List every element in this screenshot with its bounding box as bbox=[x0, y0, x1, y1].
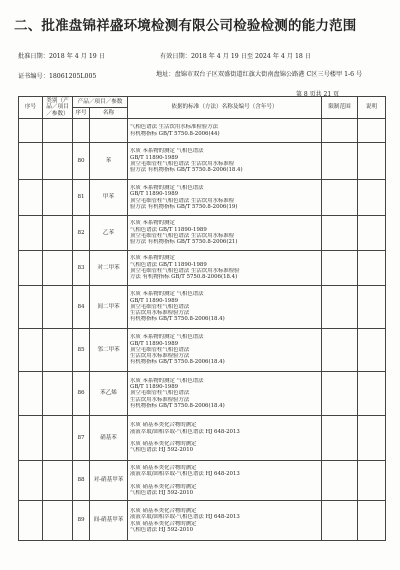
header-name: 名称 bbox=[90, 108, 128, 119]
parameter-name: 硝基苯 bbox=[90, 416, 128, 461]
note-cell bbox=[358, 416, 386, 461]
limit-cell bbox=[322, 329, 358, 372]
category-cell bbox=[43, 461, 73, 501]
page-title: 二、批准盘锦祥盛环境检测有限公司检验检测的能力范围 bbox=[14, 18, 357, 34]
parameter-name: 对-硝基甲苯 bbox=[90, 461, 128, 501]
seq-cell bbox=[19, 329, 43, 372]
standard-cell bbox=[128, 461, 322, 501]
standard-line: 有机物指标 GB/T 5750.8-2006(18.4) bbox=[130, 316, 225, 323]
standard-line: 水质 苯系物的测定 气相色谱法 bbox=[130, 377, 204, 384]
row-number: 85 bbox=[73, 329, 90, 372]
limit-cell bbox=[322, 461, 358, 501]
standard-line: 液液萃取/固相萃取-气相色谱法 HJ 648-2013 bbox=[130, 514, 240, 521]
seq-cell bbox=[19, 143, 43, 180]
note-cell bbox=[358, 501, 386, 541]
seq-cell bbox=[19, 416, 43, 461]
note-cell bbox=[358, 372, 386, 416]
header-sub-seq: 序号 bbox=[73, 108, 90, 119]
standard-cell bbox=[128, 251, 322, 286]
standard-line: 水质 苯系物的测定 气相色谱法 bbox=[130, 184, 204, 191]
standard-cell bbox=[128, 416, 322, 461]
table-row bbox=[19, 180, 386, 216]
row-number: 81 bbox=[73, 180, 90, 216]
limit-cell bbox=[322, 372, 358, 416]
header-standard: 依据的标准（方法）名称及编号（含年号） bbox=[128, 97, 322, 119]
standard-line: 顶空毛细管柱气相色谱法 bbox=[130, 346, 190, 353]
table-row bbox=[19, 143, 386, 180]
category-cell bbox=[43, 286, 73, 329]
seq-cell bbox=[19, 251, 43, 286]
table-row bbox=[19, 119, 386, 143]
table-row bbox=[19, 286, 386, 329]
standard-cell bbox=[128, 501, 322, 541]
standard-line: 液液萃取/固相萃取-气相色谱法 HJ 648-2013 bbox=[130, 428, 240, 435]
header-seq: 序号 bbox=[19, 97, 43, 119]
category-cell bbox=[43, 251, 73, 286]
standard-line: 顶空毛细管柱气相色谱法 bbox=[130, 390, 190, 397]
row-number: 80 bbox=[73, 143, 90, 180]
standard-line: GB/T 11890-1989 bbox=[130, 340, 179, 347]
table-row bbox=[19, 251, 386, 286]
category-cell bbox=[43, 180, 73, 216]
standard-line: 水质 苯系物的测定 气相色谱法 bbox=[130, 148, 204, 155]
parameter-name: 苯乙烯 bbox=[90, 372, 128, 416]
category-cell bbox=[43, 216, 73, 251]
row-number: 87 bbox=[73, 416, 90, 461]
page-number: 第 8 页共 21 页 bbox=[296, 91, 340, 98]
category-cell bbox=[43, 119, 73, 143]
seq-cell bbox=[19, 216, 43, 251]
category-cell bbox=[43, 501, 73, 541]
row-number: 86 bbox=[73, 372, 90, 416]
parameter-name bbox=[90, 119, 128, 143]
standard-line: 气相色谱法 GB/T 11890-1989 bbox=[130, 261, 207, 268]
row-number: 83 bbox=[73, 251, 90, 286]
standard-line: 验方法 有机物指标 GB/T 5750.8-2006(18.4) bbox=[130, 167, 243, 174]
standard-line: 顶空毛细管柱气相色谱法 生活饮用水标准检 bbox=[130, 233, 235, 239]
standard-line: 气相色谱法 生活饮用水标准检验方法 bbox=[130, 124, 218, 131]
note-cell bbox=[358, 286, 386, 329]
parameter-name: 乙苯 bbox=[90, 216, 128, 251]
standard-line: 有机物指标 GB/T 5750.8-2006(44) bbox=[130, 130, 220, 137]
standard-line: 有机物指标 GB/T 5750.8-2006(18.4) bbox=[130, 402, 225, 409]
standard-line: GB/T 11890-1989 bbox=[130, 191, 179, 198]
row-number: 84 bbox=[73, 286, 90, 329]
standard-line: 水质 硝基苯类化合物的测定 bbox=[130, 464, 197, 471]
standard-line: 有机物指标 GB/T 5750.8-2006(18.4) bbox=[130, 359, 225, 366]
standard-line: 生活饮用水标准检验方法 bbox=[130, 310, 190, 317]
note-cell bbox=[358, 180, 386, 216]
standard-line: 顶空毛细管柱气相色谱法 生活饮用水标准检验 bbox=[130, 268, 240, 274]
limit-cell bbox=[322, 180, 358, 216]
table-row bbox=[19, 372, 386, 416]
approval-date: 批准日期：2018 年 4 月 19 日 bbox=[18, 53, 105, 60]
validity-date: 有效日期：2018 年 4 月 19 日至 2024 年 4 月 18 日 bbox=[160, 53, 311, 60]
header-note: 说明 bbox=[358, 97, 386, 119]
limit-cell bbox=[322, 119, 358, 143]
address: 地址：盘锦市双台子区双盛街道红旗大街南盘锦公路港 C区三号楼甲 1-6 号 bbox=[156, 71, 363, 78]
parameter-name: 间-硝基甲苯 bbox=[90, 501, 128, 541]
certificate-number: 证书编号：18061205L005 bbox=[18, 73, 97, 80]
table-row bbox=[19, 416, 386, 461]
header-product-param: 产品／项目／参数 bbox=[73, 97, 128, 108]
standard-line: 水质 苯系物的测定 bbox=[130, 255, 175, 262]
parameter-name: 邻二甲苯 bbox=[90, 329, 128, 372]
header-category: 类别（产品／项目／参数） bbox=[43, 97, 73, 119]
seq-cell bbox=[19, 461, 43, 501]
standard-line: 生活饮用水标准检验方法 bbox=[130, 396, 190, 403]
standard-line: 液液萃取/固相萃取-气相色谱法 HJ 648-2013 bbox=[130, 471, 240, 478]
standard-line: 水质 硝基苯类化合物的测定 bbox=[130, 422, 197, 429]
standard-cell bbox=[128, 180, 322, 216]
note-cell bbox=[358, 216, 386, 251]
standard-line: 气相色谱法 HJ 592-2010 bbox=[130, 526, 194, 533]
category-cell bbox=[43, 329, 73, 372]
limit-cell bbox=[322, 501, 358, 541]
standard-line: GB/T 11890-1989 bbox=[130, 384, 179, 391]
seq-cell bbox=[19, 501, 43, 541]
parameter-name: 对二甲苯 bbox=[90, 251, 128, 286]
table-row bbox=[19, 216, 386, 251]
table-row bbox=[19, 329, 386, 372]
standard-line: 气相色谱法 GB/T 11890-1989 bbox=[130, 226, 207, 233]
limit-cell bbox=[322, 251, 358, 286]
standard-line: 水质 硝基苯类化合物的测定 bbox=[130, 441, 197, 448]
seq-cell bbox=[19, 286, 43, 329]
standard-line: 验方法 有机物指标 GB/T 5750.8-2006(19) bbox=[130, 203, 238, 210]
standard-line: 顶空毛细管柱气相色谱法 生活饮用水标准检 bbox=[130, 197, 235, 204]
row-number bbox=[73, 119, 90, 143]
category-cell bbox=[43, 372, 73, 416]
seq-cell bbox=[19, 119, 43, 143]
capability-table bbox=[18, 96, 386, 541]
standard-line: 气相色谱法 HJ 592-2010 bbox=[130, 447, 194, 454]
standard-line: 水质 硝基苯类化合物的测定 bbox=[130, 507, 197, 514]
standard-line: 方法 有机物指标 GB/T 5750.8-2006(18.4) bbox=[130, 274, 238, 281]
note-cell bbox=[358, 461, 386, 501]
standard-cell bbox=[128, 372, 322, 416]
standard-cell bbox=[128, 119, 322, 143]
standard-line: GB/T 11890-1989 bbox=[130, 297, 179, 304]
standard-line: 顶空毛细管柱气相色谱法 生活饮用水标准检 bbox=[130, 161, 235, 167]
row-number: 88 bbox=[73, 461, 90, 501]
row-number: 82 bbox=[73, 216, 90, 251]
standard-cell bbox=[128, 216, 322, 251]
note-cell bbox=[358, 119, 386, 143]
standard-line: 水质 硝基苯类化合物的测定 bbox=[130, 520, 197, 527]
parameter-name: 间二甲苯 bbox=[90, 286, 128, 329]
standard-line: 水质 硝基苯类化合物的测定 bbox=[130, 483, 197, 490]
category-cell bbox=[43, 416, 73, 461]
standard-cell bbox=[128, 329, 322, 372]
limit-cell bbox=[322, 143, 358, 180]
standard-line: 顶空毛细管柱气相色谱法 bbox=[130, 303, 190, 310]
limit-cell bbox=[322, 216, 358, 251]
standard-line: 生活饮用水标准检验方法 bbox=[130, 353, 190, 360]
table-row bbox=[19, 501, 386, 541]
standard-line: GB/T 11890-1989 bbox=[130, 154, 179, 161]
parameter-name: 甲苯 bbox=[90, 180, 128, 216]
seq-cell bbox=[19, 180, 43, 216]
standard-line: 水质 苯系物的测定 气相色谱法 bbox=[130, 334, 204, 341]
parameter-name: 苯 bbox=[90, 143, 128, 180]
table-row bbox=[19, 461, 386, 501]
standard-cell bbox=[128, 143, 322, 180]
note-cell bbox=[358, 251, 386, 286]
limit-cell bbox=[322, 286, 358, 329]
note-cell bbox=[358, 143, 386, 180]
row-number: 89 bbox=[73, 501, 90, 541]
standard-line: 水质 苯系物的测定 气相色谱法 bbox=[130, 291, 204, 298]
category-cell bbox=[43, 143, 73, 180]
standard-line: 验方法 有机物指标 GB/T 5750.8-2006(21) bbox=[130, 239, 238, 246]
header-limit: 限制范围 bbox=[322, 97, 358, 119]
limit-cell bbox=[322, 416, 358, 461]
seq-cell bbox=[19, 372, 43, 416]
standard-line: 气相色谱法 HJ 592-2010 bbox=[130, 489, 194, 496]
standard-line: 水质 苯系物的测定 bbox=[130, 220, 175, 227]
standard-cell bbox=[128, 286, 322, 329]
note-cell bbox=[358, 329, 386, 372]
